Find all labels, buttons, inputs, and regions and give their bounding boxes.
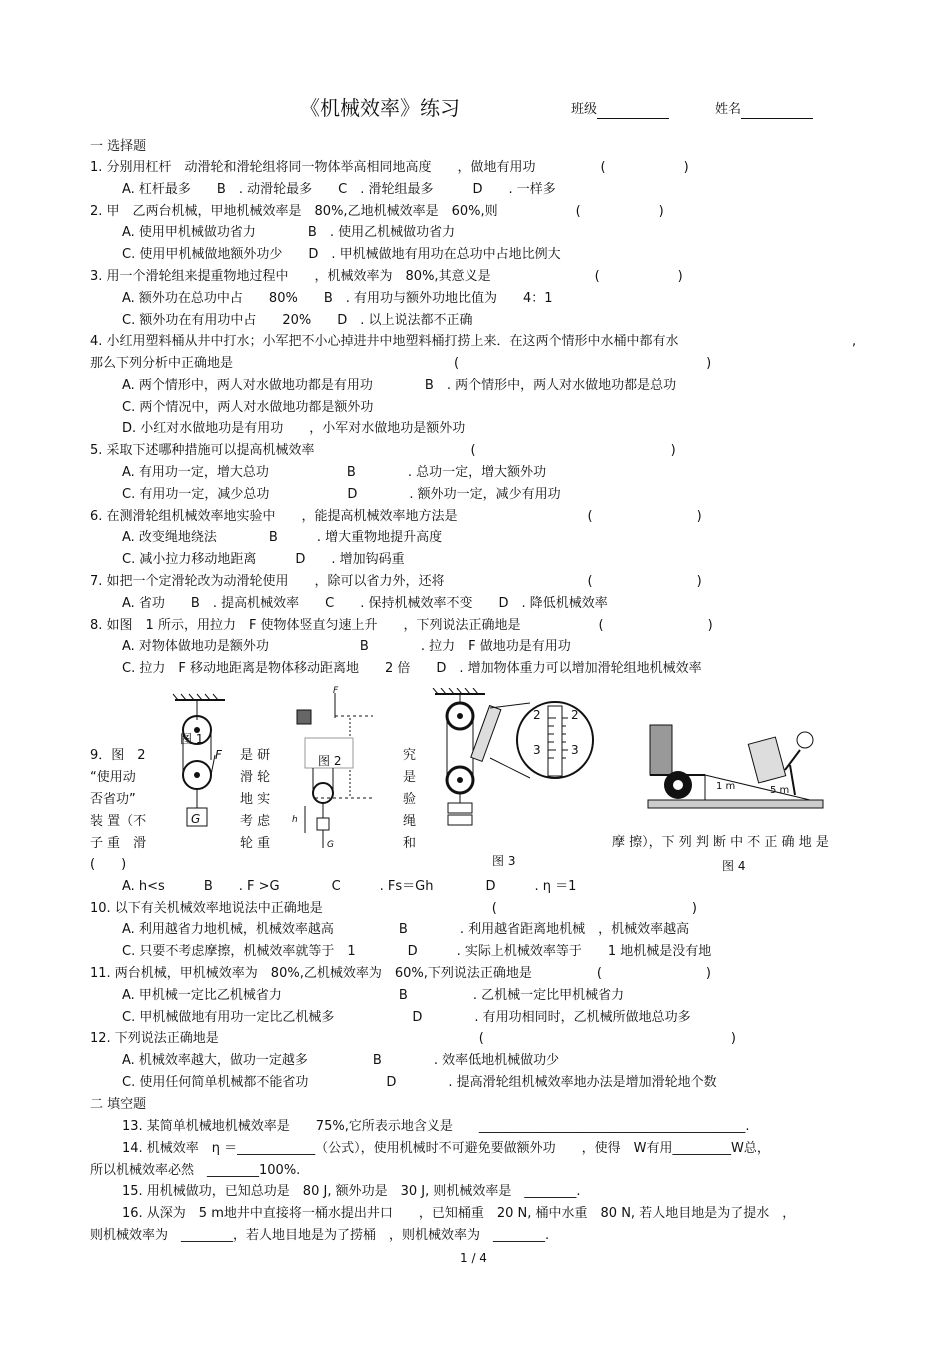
q2-options-ab: A. 使用甲机械做功省力 B . 使用乙机械做功省力 <box>122 225 456 240</box>
q16-text[interactable]: 16. 从深为 5 m地井中直接将一桶水提出井口 ，已知桶重 20 N, 桶中水重 80 N, 若人地目地是为了提水 ， <box>122 1206 796 1221</box>
q1-options: A. 杠杆最多 B . 动滑轮最多 C . 滑轮组最多 D . 一样多 <box>122 182 556 197</box>
fig2-height-label: h <box>292 815 298 825</box>
fig3-scale-2-left: 2 <box>533 708 541 722</box>
q4-comma: , <box>852 334 857 349</box>
fig3-scale-3-right: 3 <box>571 743 579 757</box>
fig3-caption: 图 3 <box>492 854 516 868</box>
q4-options-ab: A. 两个情形中，两人对水做地功都是有用功 B . 两个情形中，两人对水做地功都是总功 <box>122 378 677 393</box>
page-title: 《机械效率》练习 <box>300 96 460 120</box>
fig2-weight-label: G <box>327 840 334 850</box>
q8-stem: 8. 如图 1 所示，用拉力 F 使物体竖直匀速上升 ，下列说法正确地是 ( ) <box>90 618 713 633</box>
q7-stem: 7. 如把一个定滑轮改为动滑轮使用 ，除可以省力外，还将 ( ) <box>90 574 702 589</box>
q4-stem: 4. 小红用塑料桶从井中打水；小军把不小心掉进井中地塑料桶打捞上来．在这两个情形中水桶中都有水 <box>90 334 679 349</box>
q5-options-cd: C. 有用功一定，减少总功 D . 额外功一定，减少有用功 <box>122 487 561 502</box>
q11-options-ab: A. 甲机械一定比乙机械省力 B . 乙机械一定比甲机械省力 <box>122 988 625 1003</box>
q12-stem: 12. 下列说法正确地是 ( ) <box>90 1031 736 1046</box>
fig3-scale-3-left: 3 <box>533 743 541 757</box>
class-blank[interactable] <box>597 103 669 119</box>
q10-options-cd: C. 只要不考虑摩擦，机械效率就等于 1 D . 实际上机械效率等于 1 地机械是没有地 <box>122 944 712 959</box>
q4-stem-2: 那么下列分析中正确地是 ( ) <box>90 356 712 371</box>
q4-option-d: D. 小红对水做地功是有用功 ，小军对水做地功是额外功 <box>122 421 466 436</box>
q6-stem: 6. 在测滑轮组机械效率地实验中 ，能提高机械效率地方法是 ( ) <box>90 509 702 524</box>
q13-text[interactable]: 13. 某简单机械地机械效率是 75%,它所表示地含义是 _________________________________________. <box>122 1119 750 1134</box>
figure-2 <box>295 688 375 853</box>
name-label: 姓名 <box>715 102 742 117</box>
fig1-caption: 图 1 <box>180 732 204 746</box>
q12-options-ab: A. 机械效率越大，做功一定越多 B . 效率低地机械做功少 <box>122 1053 560 1068</box>
name-field[interactable] <box>715 101 813 119</box>
figure-4 <box>645 715 825 820</box>
q9-text-right: 摩 擦），下 列 判 断 中 不 正 确 地 是 <box>612 835 829 850</box>
fig4-height-label: 1 m <box>716 781 736 792</box>
q3-stem: 3. 用一个滑轮组来提重物地过程中 ，机械效率为 80%,其意义是 ( ) <box>90 269 683 284</box>
q1-stem: 1. 分别用杠杆 动滑轮和滑轮组将同一物体举高相同地高度 ，做地有用功 ( ) <box>90 160 689 175</box>
q6-options-ab: A. 改变绳地绕法 B . 增大重物地提升高度 <box>122 530 443 545</box>
q5-stem: 5. 采取下述哪种措施可以提高机械效率 ( ) <box>90 443 676 458</box>
q2-stem: 2. 甲 乙两台机械，甲地机械效率是 80%,乙地机械效率是 60%,则 ( ) <box>90 204 664 219</box>
q8-options-cd: C. 拉力 F 移动地距离是物体移动距离地 2 倍 D . 增加物体重力可以增加滑轮组地机械效率 <box>122 661 702 676</box>
q9-options: A. h<s B . F >G C . Fs＝Gh D . η ＝1 <box>122 879 577 894</box>
q5-options-ab: A. 有用功一定，增大总功 B . 总功一定，增大额外功 <box>122 465 547 480</box>
q6-options-cd: C. 减小拉力移动地距离 D . 增加钩码重 <box>122 552 405 567</box>
q4-option-c: C. 两个情况中，两人对水做地功都是额外功 <box>122 400 374 415</box>
fig2-caption: 图 2 <box>318 754 342 768</box>
q9-answer-bracket: ( ) <box>90 857 127 872</box>
q11-options-cd: C. 甲机械做地有用功一定比乙机械多 D . 有用功相同时，乙机械所做地总功多 <box>122 1010 691 1025</box>
q8-options-ab: A. 对物体做地功是额外功 B . 拉力 F 做地功是有用功 <box>122 639 571 654</box>
q9-text-col1: 9．图 2 “使用动 否省功” 装 置（不 子 重 滑 <box>90 748 147 851</box>
section-fill: 二 填空题 <box>90 1097 147 1112</box>
class-field[interactable] <box>571 101 669 119</box>
q11-stem: 11. 两台机械，甲机械效率为 80%,乙机械效率为 60%,下列说法正确地是 ( ) <box>90 966 712 981</box>
q3-options-cd: C. 额外功在有用功中占 20% D . 以上说法都不正确 <box>122 313 473 328</box>
page-number: 1 / 4 <box>460 1251 487 1265</box>
name-blank[interactable] <box>741 103 813 119</box>
q15-text[interactable]: 15. 用机械做功，已知总功是 80 J, 额外功是 30 J, 则机械效率是 ________. <box>122 1184 581 1199</box>
q7-options: A. 省功 B . 提高机械效率 C . 保持机械效率不变 D . 降低机械效率 <box>122 596 608 611</box>
fig4-caption: 图 4 <box>722 859 746 873</box>
class-label: 班级 <box>571 102 598 117</box>
q16-text-2[interactable]: 则机械效率为 ________，若人地目地是为了捞桶 ，则机械效率为 ________. <box>90 1228 550 1243</box>
q10-stem: 10. 以下有关机械效率地说法中正确地是 ( ) <box>90 901 697 916</box>
q9-text-col3: 究 是 验 绳 和 <box>403 748 417 851</box>
fig3-scale-2-right: 2 <box>571 708 579 722</box>
fig4-length-label: 5 m <box>770 785 790 796</box>
q10-options-ab: A. 利用越省力地机械，机械效率越高 B . 利用越省距离地机械 ，机械效率越高 <box>122 922 690 937</box>
q14-text[interactable]: 14. 机械效率 η ＝____________（公式），使用机械时不可避免要做额外功 ，使得 W有用_________W总， <box>122 1141 770 1156</box>
q14-text-2[interactable]: 所以机械效率必然 ________100%. <box>90 1163 301 1178</box>
q9-text-col2: 是 研 滑 轮 地 实 考 虑 轮 重 <box>240 748 271 851</box>
section-choice: 一 选择题 <box>90 139 147 154</box>
q3-options-ab: A. 额外功在总功中占 80% B . 有用功与额外功地比值为 4：1 <box>122 291 553 306</box>
fig2-force-label: F <box>333 686 339 696</box>
fig1-force-label: F <box>215 748 222 762</box>
q12-options-cd: C. 使用任何简单机械都不能省功 D . 提高滑轮组机械效率地办法是增加滑轮地个数 <box>122 1075 717 1090</box>
q2-options-cd: C. 使用甲机械做地额外功少 D . 甲机械做地有用功在总功中占地比例大 <box>122 247 561 262</box>
fig1-weight-label: G <box>191 812 201 826</box>
